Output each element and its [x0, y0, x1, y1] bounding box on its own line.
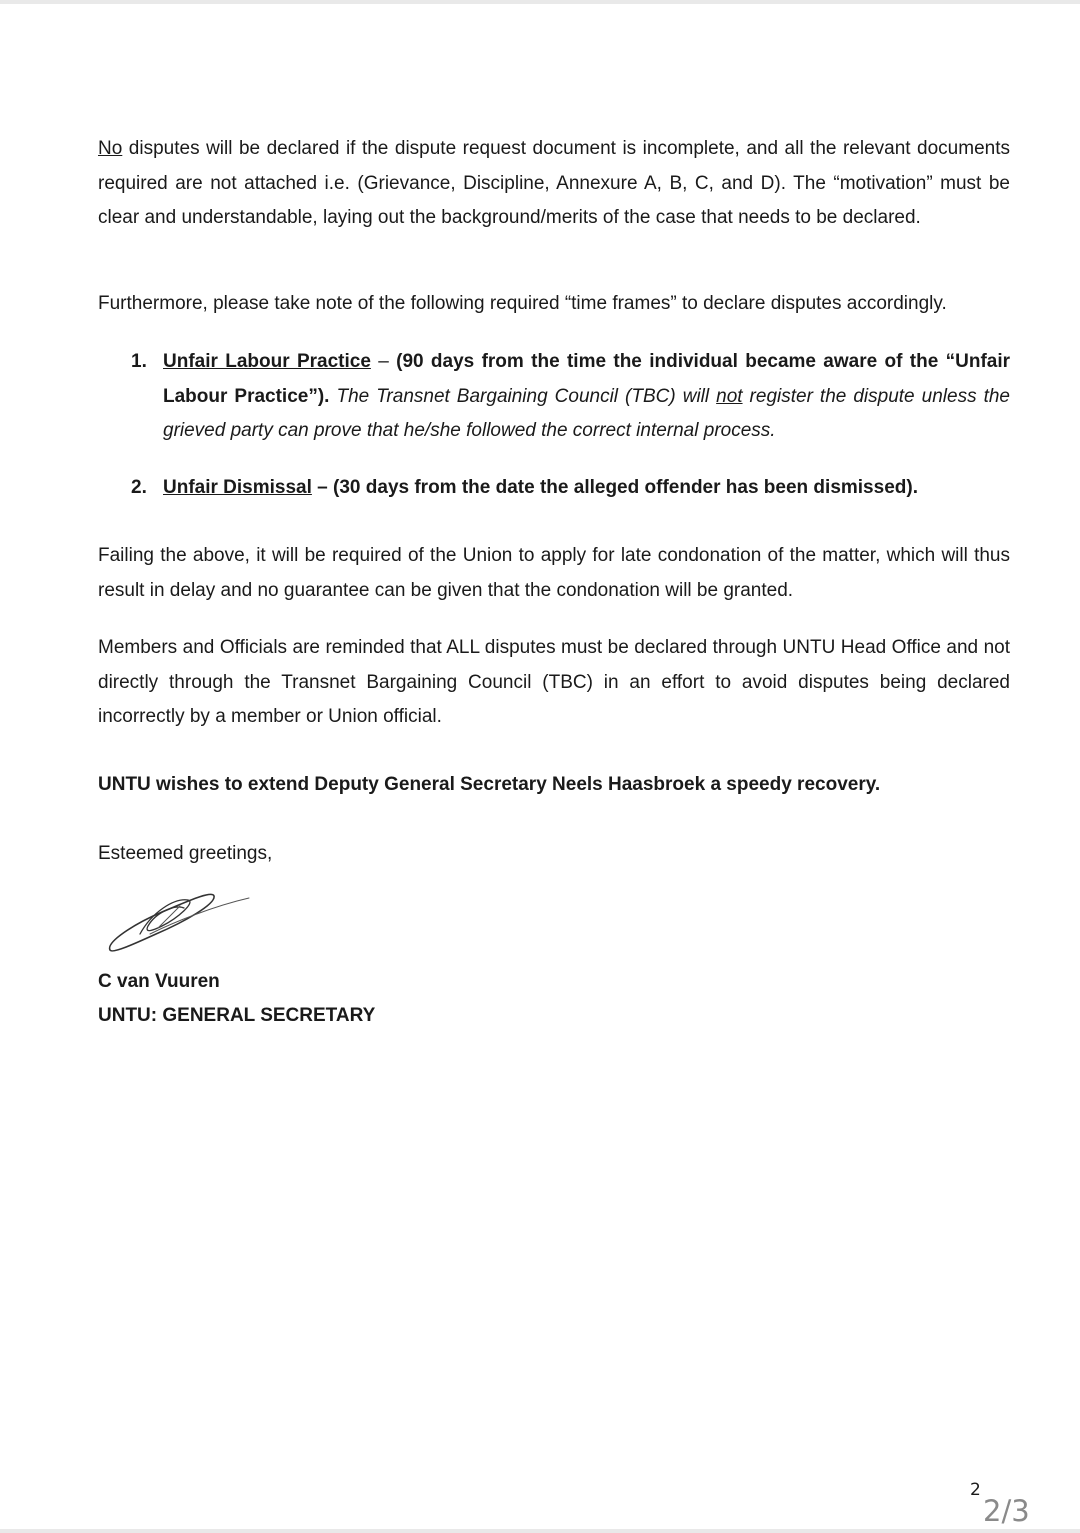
- list-number: 1.: [131, 351, 147, 372]
- list-item-timeframe: – (30 days from the date the alleged offender has been dismissed).: [311, 477, 918, 498]
- list-item-note-cont: register the dispute unless the grieved party can prove that he/she followed the correct internal process.: [163, 385, 1010, 441]
- list-item-unfair-labour-practice: [131, 345, 1010, 449]
- closing-greeting: Esteemed greetings,: [98, 843, 273, 864]
- list-item-note: The Transnet Bargaining Council (TBC) will: [329, 385, 717, 407]
- signatory-name: C van Vuuren: [98, 971, 220, 992]
- paragraph-recovery-wishes: UNTU wishes to extend Deputy General Secretary Neels Haasbroek a speedy recovery.: [98, 774, 881, 795]
- emphasis-no: No: [98, 138, 123, 159]
- paragraph-condonation: Failing the above, it will be required of the Union to apply for late condonation of the matter, which will thus result in delay and no guarantee can be given that the condonation will be granted.: [98, 545, 1010, 601]
- document-page: [0, 4, 1080, 1529]
- signatory-title: UNTU: GENERAL SECRETARY: [98, 1005, 376, 1026]
- paragraph-dispute-requirements-text: disputes will be declared if the dispute request document is incomplete, and all the relevant documents required are not attached i.e. (Grievance, Discipline, Annexure A, B, C, and D). The “motivation” must be clear and understandable, laying out the background/merits of the case that needs to be declared.: [98, 138, 1010, 228]
- list-item-unfair-dismissal: [131, 471, 1010, 506]
- paragraph-dispute-requirements: [98, 132, 1010, 236]
- list-item-title: Unfair Labour Practice: [163, 351, 371, 372]
- list-item-timeframe: (90 days from the time the individual became aware of the “Unfair Labour Practice”).: [163, 351, 1011, 407]
- list-item-body: [163, 345, 1010, 449]
- emphasis-not: not: [716, 385, 743, 407]
- list-item-body: [163, 471, 1010, 506]
- signature-image: [104, 882, 254, 960]
- paragraph-reminder: Members and Officials are reminded that ALL disputes must be declared through UNTU Head Office and not directly through the Transnet Bargaining Council (TBC) in an effort to avoid disputes being declared incorrectly by a member or Union official.: [98, 637, 1010, 727]
- list-number: 2.: [131, 477, 147, 498]
- list-item-title: Unfair Dismissal: [163, 477, 312, 498]
- paragraph-time-frames-intro: Furthermore, please take note of the following required “time frames” to declare disputes accordingly.: [98, 293, 947, 314]
- list-item-dash: –: [370, 351, 397, 372]
- page-indicator: 2/3: [983, 1494, 1030, 1528]
- page-number: 2: [970, 1480, 981, 1500]
